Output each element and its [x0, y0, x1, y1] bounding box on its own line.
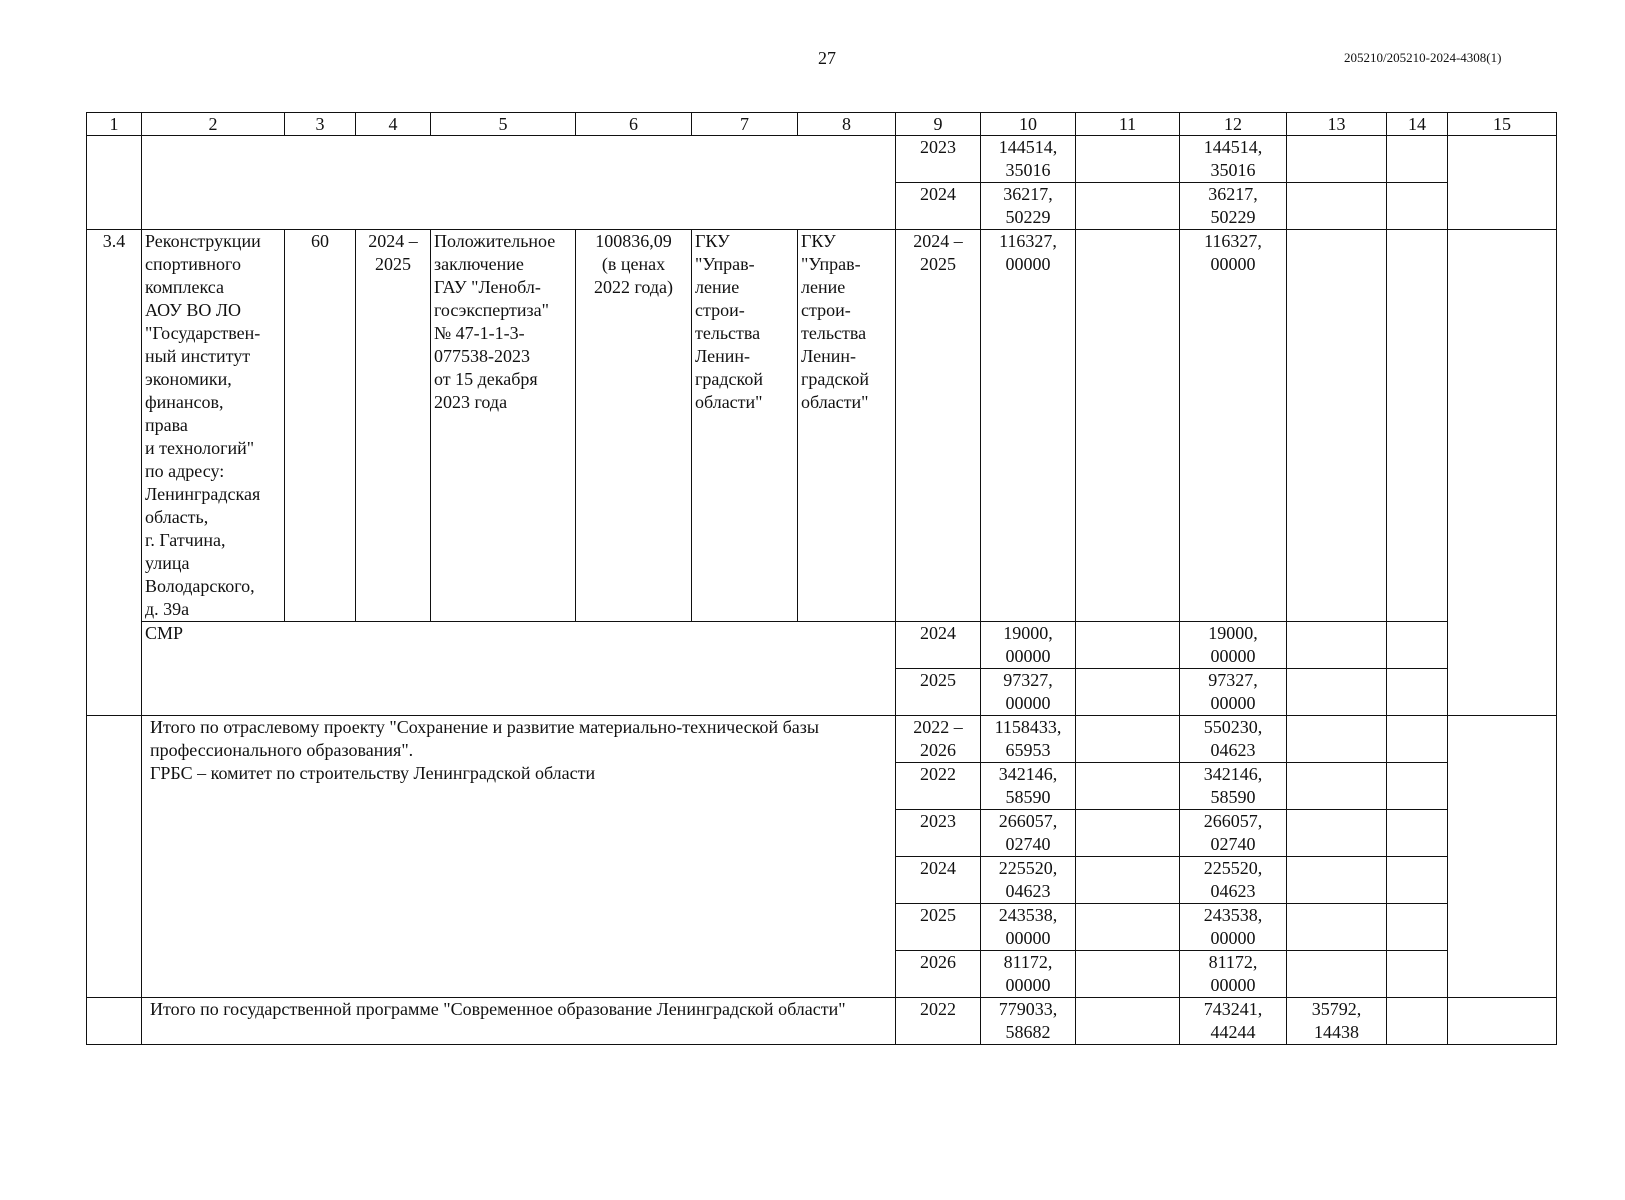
year-cell: 2024 [896, 622, 981, 669]
object-name: Реконструкции спортивного комплекса АОУ ВО ЛО "Государствен- ный институт экономики, финансов, права и технологий" по адресу: Ленинградская область, г. Гатчина, улица Володарского, д. 39а [142, 230, 285, 622]
table-row-program-total [87, 998, 1557, 1045]
year-cell: 2024 [896, 183, 981, 230]
year-cell: 2025 [896, 904, 981, 951]
empty-cell [1076, 904, 1180, 951]
year-cell: 2022 [896, 998, 981, 1045]
empty-cell [1387, 136, 1448, 183]
amount-cell: 342146, 58590 [981, 763, 1076, 810]
amount-cell: 19000, 00000 [1180, 622, 1287, 669]
amount-cell: 266057, 02740 [981, 810, 1076, 857]
amount-cell: 225520, 04623 [1180, 857, 1287, 904]
col-header: 3 [285, 113, 356, 136]
year-cell: 2023 [896, 810, 981, 857]
capacity-cell: 60 [285, 230, 356, 622]
col-header: 10 [981, 113, 1076, 136]
empty-cell [1387, 857, 1448, 904]
page-number: 27 [818, 48, 836, 68]
year-cell: 2023 [896, 136, 981, 183]
empty-cell [1287, 716, 1387, 763]
program-total-label: Итого по государственной программе "Современное образование Ленинградской области" [142, 998, 896, 1045]
empty-cell [1287, 763, 1387, 810]
empty-cell [1448, 716, 1557, 998]
customer-cell: ГКУ "Управ- ление строи- тельства Ленин- градской области" [692, 230, 798, 622]
empty-cell [1387, 951, 1448, 998]
col-header: 11 [1076, 113, 1180, 136]
empty-cell [1287, 810, 1387, 857]
amount-cell: 36217, 50229 [1180, 183, 1287, 230]
empty-cell [1076, 669, 1180, 716]
empty-cell [1287, 951, 1387, 998]
amount-cell: 116327, 00000 [981, 230, 1076, 622]
empty-cell [1076, 622, 1180, 669]
column-header-row [87, 113, 1557, 136]
col-header: 9 [896, 113, 981, 136]
empty-cell [1287, 857, 1387, 904]
amount-cell: 1158433, 65953 [981, 716, 1076, 763]
empty-cell [1076, 951, 1180, 998]
empty-cell [1387, 716, 1448, 763]
empty-cell [1076, 183, 1180, 230]
empty-cell [1387, 810, 1448, 857]
amount-cell: 19000, 00000 [981, 622, 1076, 669]
empty-cell [1076, 810, 1180, 857]
cost-cell: 100836,09 (в ценах 2022 года) [576, 230, 692, 622]
empty-cell [1387, 622, 1448, 669]
amount-cell: 144514, 35016 [1180, 136, 1287, 183]
amount-cell: 225520, 04623 [981, 857, 1076, 904]
col-header: 7 [692, 113, 798, 136]
amount-cell: 144514, 35016 [981, 136, 1076, 183]
year-cell: 2024 – 2025 [896, 230, 981, 622]
empty-cell [1076, 763, 1180, 810]
amount-cell: 97327, 00000 [981, 669, 1076, 716]
amount-cell: 35792, 14438 [1287, 998, 1387, 1045]
amount-cell: 779033, 58682 [981, 998, 1076, 1045]
amount-cell: 243538, 00000 [1180, 904, 1287, 951]
empty-cell [1287, 669, 1387, 716]
empty-cell [1076, 230, 1180, 622]
col-header: 2 [142, 113, 285, 136]
col-header: 13 [1287, 113, 1387, 136]
empty-cell [1076, 136, 1180, 183]
table-row [87, 136, 1557, 183]
table-row-project-total [87, 716, 1557, 763]
empty-cell [1287, 622, 1387, 669]
col-header: 15 [1448, 113, 1557, 136]
empty-cell [1076, 857, 1180, 904]
empty-cell [1287, 136, 1387, 183]
empty-cell [1387, 763, 1448, 810]
empty-cell [1387, 230, 1448, 622]
col-header: 5 [431, 113, 576, 136]
empty-cell [1287, 904, 1387, 951]
amount-cell: 97327, 00000 [1180, 669, 1287, 716]
empty-cell [1076, 998, 1180, 1045]
empty-cell [1387, 183, 1448, 230]
amount-cell: 36217, 50229 [981, 183, 1076, 230]
amount-cell: 116327, 00000 [1180, 230, 1287, 622]
empty-cell [1387, 998, 1448, 1045]
empty-cell [87, 136, 142, 230]
empty-cell [142, 136, 896, 230]
amount-cell: 266057, 02740 [1180, 810, 1287, 857]
year-cell: 2024 [896, 857, 981, 904]
year-cell: 2025 [896, 669, 981, 716]
smr-label: СМР [142, 622, 896, 716]
table-row-item-3-4 [87, 230, 1557, 622]
empty-cell [1287, 230, 1387, 622]
amount-cell: 243538, 00000 [981, 904, 1076, 951]
empty-cell [1287, 183, 1387, 230]
empty-cell [1448, 230, 1557, 716]
year-cell: 2022 – 2026 [896, 716, 981, 763]
col-header: 14 [1387, 113, 1448, 136]
period-cell: 2024 – 2025 [356, 230, 431, 622]
amount-cell: 81172, 00000 [981, 951, 1076, 998]
empty-cell [1448, 136, 1557, 230]
year-cell: 2022 [896, 763, 981, 810]
col-header: 1 [87, 113, 142, 136]
empty-cell [1387, 669, 1448, 716]
expertise-cell: Положительное заключение ГАУ "Ленобл- госэкспертиза" № 47-1-1-3- 077538-2023 от 15 декабря 2023 года [431, 230, 576, 622]
developer-cell: ГКУ "Управ- ление строи- тельства Ленин- градской области" [798, 230, 896, 622]
col-header: 8 [798, 113, 896, 136]
amount-cell: 743241, 44244 [1180, 998, 1287, 1045]
amount-cell: 342146, 58590 [1180, 763, 1287, 810]
empty-cell [1448, 998, 1557, 1045]
amount-cell: 81172, 00000 [1180, 951, 1287, 998]
empty-cell [1387, 904, 1448, 951]
budget-table [86, 112, 1557, 1045]
amount-cell: 550230, 04623 [1180, 716, 1287, 763]
table-row-smr [87, 622, 1557, 669]
col-header: 4 [356, 113, 431, 136]
empty-cell [87, 716, 142, 998]
year-cell: 2026 [896, 951, 981, 998]
project-total-label: Итого по отраслевому проекту "Сохранение и развитие материально-технической базы профессионального образования". ГРБС – комитет по строительству Ленинградской области [142, 716, 896, 998]
col-header: 6 [576, 113, 692, 136]
empty-cell [1076, 716, 1180, 763]
empty-cell [87, 998, 142, 1045]
document-id: 205210/205210-2024-4308(1) [1344, 50, 1502, 65]
col-header: 12 [1180, 113, 1287, 136]
item-number: 3.4 [87, 230, 142, 716]
